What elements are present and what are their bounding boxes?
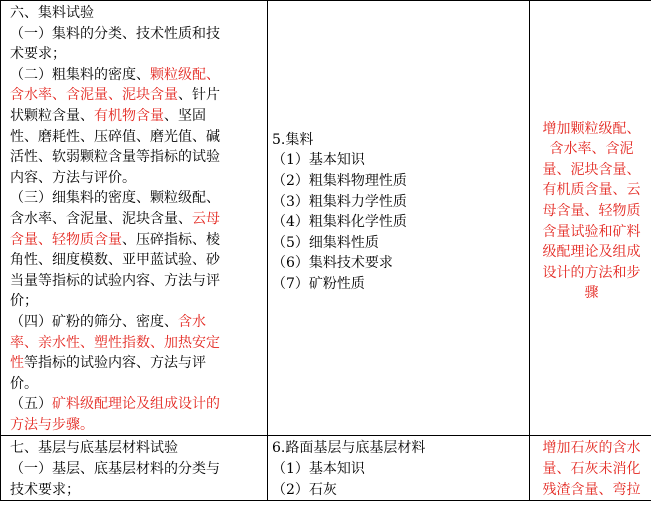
text-line [10,312,263,333]
text-line: （2）石灰 [272,481,337,498]
body-text: 含水率、含泥量、泥块含量、 [10,210,192,227]
text-line: （2）粗集料物理性质 [272,173,407,190]
text-line [10,230,263,251]
text-line [10,394,263,415]
body-text: 活性、软弱颗粒含量等指标的试验 [10,149,220,166]
text-line: （5）细集料性质 [272,234,379,251]
highlight-text: 率、亲水性、塑性指数、加热安定 [10,334,220,351]
body-text: 七、基层与底基层材料试验 [10,440,178,457]
body-text: 内容、方法与评价。 [10,169,136,186]
row1-col1-cell [1,1,268,436]
text-line [10,147,263,168]
text-line: 增加颗粒级配、 [542,120,641,137]
body-text: （三）细集料的密度、颗粒级配、 [10,190,220,207]
text-line [10,188,263,209]
text-line: （4）粗集料化学性质 [272,214,407,231]
text-line: 5.集料 [272,131,314,148]
text-line [10,65,263,86]
text-line: 量、泥块含量、 [542,161,641,178]
body-text: 价； [10,293,38,310]
text-line [10,271,263,292]
table-row [1,436,651,501]
row2-col3-text [534,436,649,500]
highlight-text: 含量、轻物质含量 [10,231,122,248]
text-line: （3）粗集料力学性质 [272,193,407,210]
text-line: 含水率、含泥 [549,141,634,158]
text-line [10,24,263,45]
row2-col3-cell [530,436,651,501]
body-text: 性、磨耗性、压碎值、磨光值、碱 [10,128,220,145]
text-line [10,374,263,395]
text-line [10,127,263,148]
row1-col3-cell [530,1,651,436]
row2-col2-text [272,436,529,500]
text-line: 设计的方法和步 [542,264,641,281]
row1-col2-cell [268,1,530,436]
text-line [10,459,263,480]
body-text: （一）基层、底基层材料的分类与 [10,461,220,478]
body-text: 、针片 [178,87,220,104]
body-text: 六、集料试验 [10,5,94,21]
text-line [10,353,263,374]
body-text: （二）粗集料的密度、 [10,66,150,83]
text-line [10,415,263,436]
text-line [10,44,263,65]
body-text: 当量等指标的试验内容、方法与评 [10,272,220,289]
text-line: 级配理论及组成 [542,244,641,261]
text-line [10,85,263,106]
row1-col2-text [272,130,529,295]
row2-col1-text [10,436,263,500]
text-line: （1）基本知识 [272,152,365,169]
text-line: 残渣含量、弯拉 [542,481,641,498]
row1-col3-text [534,119,649,304]
body-text: （五） [10,396,52,413]
text-line [10,333,263,354]
text-line: 6.路面基层与底基层材料 [272,440,426,457]
highlight-text: 颗粒级配、 [150,66,220,83]
text-line [10,3,263,24]
text-line: 含量试验和矿料 [542,223,641,240]
text-line: 有机质含量、云 [542,182,641,199]
body-text: 、坚固 [164,107,206,124]
body-text: 术要求； [10,46,66,63]
text-line [10,106,263,127]
highlight-text: 有机物含量 [94,107,164,124]
body-text: 角性、细度模数、亚甲蓝试验、砂 [10,252,220,269]
highlight-text: 方法与步骤。 [10,416,94,433]
row1-col1-text [10,1,263,435]
highlight-text: 矿料级配理论及组成设计的 [52,396,220,413]
text-line: （7）矿粉性质 [272,276,365,293]
row2-col1-cell [1,436,268,501]
text-line [10,209,263,230]
text-line: 增加石灰的含水 [542,440,641,457]
text-line: 骤 [584,285,599,302]
highlight-text: 性 [10,355,24,372]
text-line: 母含量、轻物质 [542,202,641,219]
row2-col2-cell [268,436,530,501]
text-line [10,168,263,189]
body-text: 等指标的试验内容、方法与评 [24,355,206,372]
text-line [10,250,263,271]
body-text: （四）矿粉的筛分、密度、 [10,313,178,330]
text-line [10,480,263,501]
text-line: （1）基本知识 [272,461,365,478]
highlight-text: 云母 [192,210,220,227]
body-text: 、压碎指标、棱 [122,231,220,248]
text-line: （6）集料技术要求 [272,255,393,272]
table-row [1,1,651,436]
text-line: 量、石灰未消化 [542,461,641,478]
body-text: 技术要求； [10,481,80,498]
highlight-text: 含水 [178,313,206,330]
body-text: 状颗粒含量、 [10,107,94,124]
body-text: 价。 [10,375,38,392]
highlight-text: 含水率、含泥量、泥块含量 [10,87,178,104]
text-line [10,291,263,312]
text-line [10,438,263,459]
body-text: （一）集料的分类、技术性质和技 [10,25,220,42]
